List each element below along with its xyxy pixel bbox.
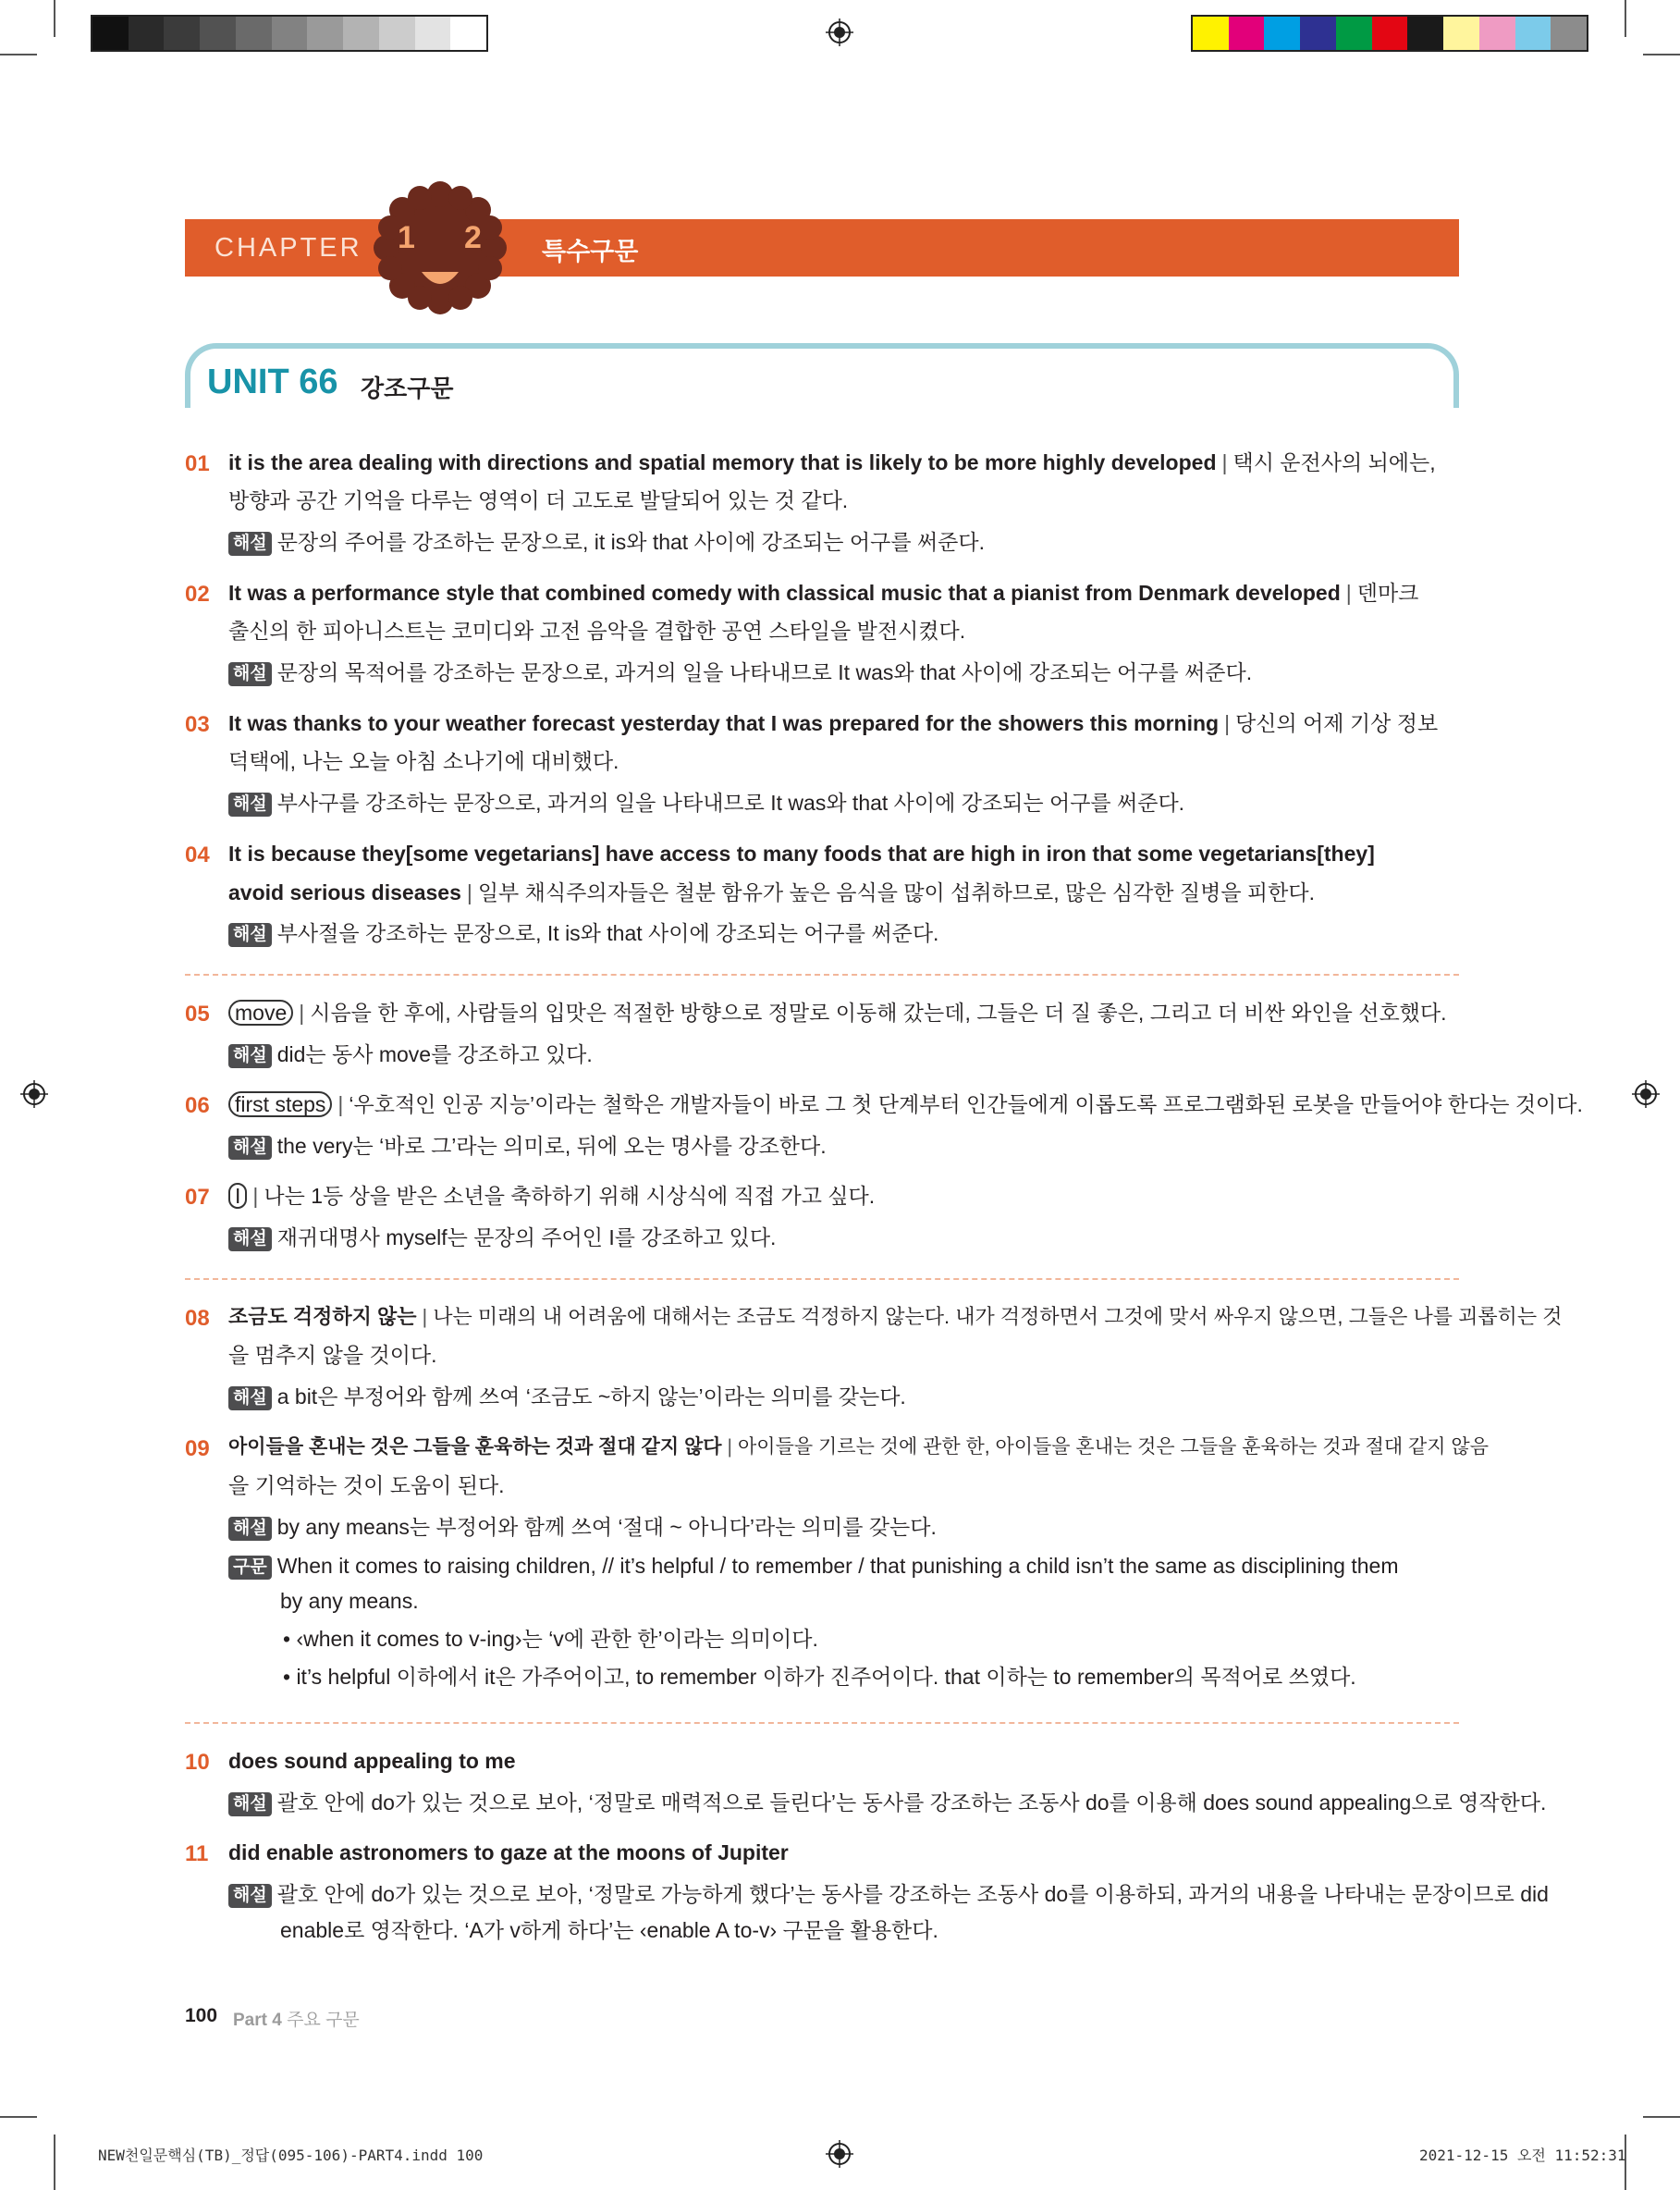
answer-pill: move [228,1000,293,1026]
explanation-text: 괄호 안에 do가 있는 것으로 보아, ‘정말로 매력적으로 들린다’는 동사를 강조하는 조동사 do를 이용해 does sound appealing으로 영작한다. [276,1790,1547,1815]
korean-translation: 을 기억하는 것이 도움이 된다. [228,1473,505,1497]
korean-translation: 을 멈추지 않을 것이다. [228,1343,437,1367]
korean-translation: 나는 미래의 내 어려움에 대해서는 조금도 걱정하지 않는다. 내가 걱정하면서 그것에 맞서 싸우지 않으면, 그들은 나를 괴롭히는 것 [433,1305,1563,1328]
explanation-line [228,1040,1460,1068]
gray-swatch [379,17,415,50]
explanation-tag: 해설 [228,1884,272,1908]
explanation-text: a bit은 부정어와 함께 쓰여 ‘조금도 ~하지 않는’이라는 의미를 갖는다. [276,1384,906,1409]
item-answer-line [228,709,1460,737]
gray-swatch [129,17,165,50]
color-swatch [1372,17,1408,50]
syntax-tag: 구문 [228,1556,272,1580]
explanation-text: 재귀대명사 myself는 문장의 주어인 I를 강조하고 있다. [276,1225,777,1249]
registration-mark-icon [1632,1080,1660,1108]
item-number: 05 [185,1002,210,1027]
slug-timestamp: 2021-12-15 오전 11:52:31 [1419,2147,1626,2164]
slug-filename: NEW천일문핵심(TB)_정답(095-106)-PART4.indd 100 [98,2147,484,2164]
korean-translation: 덴마크 [1356,581,1419,605]
part-number: Part 4 [233,2011,282,2030]
separator: | [1224,711,1231,735]
color-calibration-bar [1191,15,1588,52]
syntax-text: by any means. [280,1589,419,1613]
unit-label: UNIT 66 [207,363,338,401]
color-swatch [1551,17,1587,50]
explanation-text: 부사절을 강조하는 문장으로, It is와 that 사이에 강조되는 어구를 써준다. [276,921,939,945]
item-answer-line [228,1303,1563,1331]
english-answer: It was thanks to your weather forecast yesterday that I was prepared for the showers this morning [228,711,1220,735]
color-swatch [1515,17,1551,50]
separator: | [337,1092,344,1116]
registration-mark-icon [826,18,853,46]
explanation-text: the very는 ‘바로 그’라는 의미로, 뒤에 오는 명사를 강조한다. [276,1134,827,1158]
korean-translation: 출신의 한 피아니스트는 코미디와 고전 음악을 결합한 공연 스타일을 발전시켰다. [228,619,966,643]
color-swatch [1407,17,1443,50]
item-answer-line [228,449,1460,476]
korean-translation: ‘우호적인 인공 지능’이라는 철학은 개발자들이 바로 그 첫 단계부터 인간들에게 이롭도록 프로그램화된 로봇을 만들어야 한다는 것이다. [349,1092,1583,1116]
section-divider [185,1722,1459,1724]
separator: | [1345,581,1352,605]
explanation-text: 문장의 목적어를 강조하는 문장으로, 과거의 일을 나타내므로 It was와 that 사이에 강조되는 어구를 써준다. [276,660,1253,684]
explanation-line [228,1880,1549,1908]
syntax-bullet: • it’s helpful 이하에서 it은 가주어이고, to remember 이하가 진주어이다. that 이하는 to remember의 목적어로 쓰였다. [283,1665,1356,1689]
syntax-line [228,1552,1460,1580]
part-label [233,2006,360,2031]
crop-mark [54,2135,55,2190]
explanation-tag: 해설 [228,1044,272,1068]
gray-swatch [343,17,379,50]
part-title: 주요 구문 [287,2011,360,2030]
explanation-line [228,1789,1547,1816]
separator: | [1221,450,1228,474]
explanation-line [228,528,1460,556]
gray-swatch [236,17,272,50]
item-number: 03 [185,712,210,737]
color-swatch [1336,17,1372,50]
item-number: 06 [185,1093,210,1118]
chapter-badge [372,179,509,316]
explanation-text: enable로 영작한다. ‘A가 v하게 하다’는 ‹enable A to-v› 구문을 활용한다. [280,1918,938,1942]
section-divider [185,974,1459,976]
separator: | [466,880,472,904]
explanation-text: by any means는 부정어와 함께 쓰여 ‘절대 ~ 아니다’라는 의미를 갖는다. [276,1515,937,1539]
explanation-tag: 해설 [228,793,272,817]
item-number: 07 [185,1185,210,1210]
explanation-tag: 해설 [228,1517,272,1541]
explanation-tag: 해설 [228,1136,272,1160]
english-answer: It is because they[some vegetarians] have access to many foods that are high in iron that some vegetarians[they] [228,842,1375,866]
gray-swatch [200,17,236,50]
color-swatch [1479,17,1515,50]
explanation-tag: 해설 [228,662,272,686]
korean-translation: 시음을 한 후에, 사람들의 입맛은 적절한 방향으로 정말로 이동해 갔는데, 그들은 더 질 좋은, 그리고 더 비싼 와인을 선호했다. [310,1001,1447,1025]
explanation-line [228,1224,1460,1251]
korean-translation: 택시 운전사의 뇌에는, [1232,450,1436,474]
gray-swatch [92,17,129,50]
syntax-bullet: • ‹when it comes to v-ing›는 ‘v에 관한 한’이라는 의미이다. [283,1627,818,1651]
registration-mark-icon [826,2140,853,2168]
separator: | [252,1184,259,1208]
chapter-title: 특수구문 [542,238,639,266]
explanation-line [228,919,1460,947]
item-answer-line [228,999,1460,1027]
syntax-text: When it comes to raising children, // it’s helpful / to remember / that punishing a child isn’t the same as disciplining them [276,1554,1399,1578]
section-divider [185,1278,1459,1280]
separator: | [422,1305,428,1328]
color-swatch [1443,17,1479,50]
item-number: 10 [185,1750,210,1775]
scalloped-badge-icon [372,179,509,316]
korean-answer: 조금도 걱정하지 않는 [228,1305,417,1328]
explanation-tag: 해설 [228,923,272,947]
chapter-digit-1: 1 [398,220,415,255]
item-answer-line [228,1182,1460,1210]
gray-swatch [272,17,308,50]
chapter-word: CHAPTER [215,233,362,263]
korean-translation: 일부 채식주의자들은 철분 함유가 높은 음식을 많이 섭취하므로, 많은 심각한 질병을 피한다. [477,880,1315,904]
item-answer-line [228,579,1460,607]
explanation-tag: 해설 [228,1227,272,1251]
korean-translation: 덕택에, 나는 오늘 아침 소나기에 대비했다. [228,749,619,773]
separator: | [727,1436,733,1458]
registration-mark-icon [20,1080,48,1108]
gray-swatch [307,17,343,50]
explanation-text: 부사구를 강조하는 문장으로, 과거의 일을 나타내므로 It was와 that 사이에 강조되는 어구를 써준다. [276,791,1185,815]
crop-mark [54,0,55,37]
unit-title: 강조구문 [361,375,454,403]
explanation-line [228,1132,1460,1160]
crop-mark [0,2116,37,2118]
item-number: 01 [185,451,210,476]
crop-mark [1643,54,1680,55]
explanation-line [228,1383,1460,1410]
explanation-line [228,658,1460,686]
item-number: 08 [185,1306,210,1331]
grayscale-calibration-bar [91,15,488,52]
english-answer: it is the area dealing with directions and spatial memory that is likely to be more highly developed [228,450,1217,474]
korean-translation: 당신의 어제 기상 정보 [1235,711,1439,735]
english-answer: It was a performance style that combined comedy with classical music that a pianist from Denmark developed [228,581,1341,605]
english-answer: does sound appealing to me [228,1749,516,1773]
color-swatch [1300,17,1336,50]
crop-mark [1625,0,1626,37]
separator: | [299,1001,305,1025]
item-answer-line [228,1090,1583,1118]
color-swatch [1264,17,1300,50]
explanation-text: 괄호 안에 do가 있는 것으로 보아, ‘정말로 가능하게 했다’는 동사를 강조하는 조동사 do를 이용하되, 과거의 내용을 나타내는 문장이므로 did [276,1882,1549,1906]
chapter-digit-2: 2 [464,220,482,255]
explanation-text: did는 동사 move를 강조하고 있다. [276,1042,593,1066]
color-swatch [1229,17,1265,50]
explanation-tag: 해설 [228,1386,272,1410]
korean-translation: 방향과 공간 기억을 다루는 영역이 더 고도로 발달되어 있는 것 같다. [228,488,849,512]
item-number: 11 [185,1841,209,1866]
item-answer-line [228,879,1460,906]
gray-swatch [415,17,451,50]
korean-translation: 아이들을 기르는 것에 관한 한, 아이들을 혼내는 것은 그들을 훈육하는 것과 절대 같지 않음 [738,1436,1489,1458]
item-number: 04 [185,843,210,867]
color-swatch [1193,17,1229,50]
explanation-line [228,789,1460,817]
english-answer: avoid serious diseases [228,880,461,904]
korean-translation: 나는 1등 상을 받은 소년을 축하하기 위해 시상식에 직접 가고 싶다. [264,1184,876,1208]
page-number: 100 [185,2005,218,2026]
english-answer: did enable astronomers to gaze at the moons of Jupiter [228,1840,789,1864]
explanation-line [228,1513,1460,1541]
korean-answer: 아이들을 혼내는 것은 그들을 훈육하는 것과 절대 같지 않다 [228,1436,722,1458]
explanation-tag: 해설 [228,532,272,556]
gray-swatch [164,17,200,50]
crop-mark [1643,2116,1680,2118]
item-answer-line [228,1433,1489,1461]
answer-pill: first steps [228,1091,332,1117]
item-number: 09 [185,1436,210,1461]
explanation-tag: 해설 [228,1792,272,1816]
explanation-text: 문장의 주어를 강조하는 문장으로, it is와 that 사이에 강조되는 어구를 써준다. [276,530,985,554]
item-number: 02 [185,582,210,607]
gray-swatch [450,17,486,50]
crop-mark [0,54,37,55]
answer-pill: I [228,1183,247,1209]
